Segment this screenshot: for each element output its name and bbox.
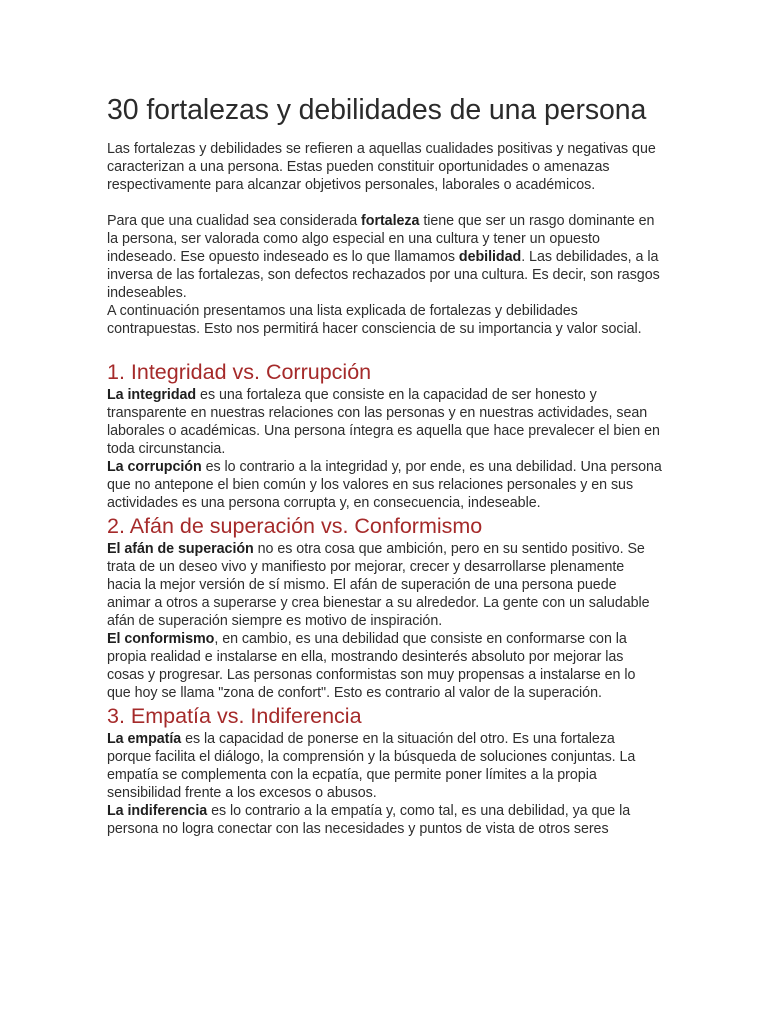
section-2-weakness: [107, 630, 662, 702]
section-2-strength-term: El afán de superación: [107, 541, 254, 557]
section-2-weakness-term: El conformismo: [107, 631, 215, 647]
section-1-weakness-term: La corrupción: [107, 459, 202, 475]
page-title: 30 fortalezas y debilidades de una persona: [107, 94, 647, 126]
section-3-weakness-term: La indiferencia: [107, 803, 208, 819]
section-3-strength-term: La empatía: [107, 731, 182, 747]
section-heading-3: 3. Empatía vs. Indiferencia: [107, 704, 362, 728]
section-heading-1: 1. Integridad vs. Corrupción: [107, 360, 372, 384]
intro-paragraph-1: Las fortalezas y debilidades se refieren a aquellas cualidades positivas y negativas que caracterizan a una persona. Estas pueden constituir oportunidades o amenazas respectivamente para alcanzar objetivos personales, laborales o académicos.: [107, 141, 656, 193]
section-1-weakness: [107, 458, 662, 512]
section-1-strength-text: es una fortaleza que consiste en la capacidad de ser honesto y transparente en nuestras relaciones con las personas y en nuestras actividades, sean laborales o académicas. Una persona íntegra es aquella que hace prevalecer el bien en toda circunstancia.: [107, 387, 660, 457]
section-3-weakness-text: es lo contrario a la empatía y, como tal, es una debilidad, ya que la persona no logra conectar con las necesidades y puntos de vista de otros seres: [107, 803, 631, 837]
section-2-strength: [107, 540, 662, 630]
intro-paragraph-2: [107, 212, 662, 302]
section-1-weakness-text: es lo contrario a la integridad y, por ende, es una debilidad. Una persona que no antepone el bien común y los valores en sus relaciones personales y en sus actividades es una persona corrupta y, en consecuencia, indeseable.: [107, 459, 662, 511]
section-3-weakness: [107, 802, 662, 838]
section-3-strength-text: es la capacidad de ponerse en la situación del otro. Es una fortaleza porque facilita el diálogo, la comprensión y la búsqueda de soluciones conjuntas. La empatía se complementa con la ecpatía, que permite poner límites a la propia sensibilidad frente a los excesos o abusos.: [107, 731, 636, 801]
intro-p2-text-e: . Las debilidades, a la inversa de las fortalezas, son defectos rechazados por una cultura. Es decir, son rasgos indeseables.: [107, 249, 660, 301]
intro-paragraph-3: A continuación presentamos una lista explicada de fortalezas y debilidades contrapuestas. Esto nos permitirá hacer consciencia de su importancia y valor social.: [107, 303, 642, 337]
intro-p2-term-fortaleza: fortaleza: [361, 213, 420, 229]
section-2-strength-text: no es otra cosa que ambición, pero en su sentido positivo. Se trata de un deseo vivo y manifiesto por mejorar, crecer y desarrollarse plenamente hacia la mejor versión de sí mismo. El afán de superación de una persona puede animar a otros a superarse y crea bienestar a su alrededor. La gente con un saludable afán de superación siempre es motivo de inspiración.: [107, 541, 650, 629]
intro-p2-term-debilidad: debilidad: [458, 249, 522, 265]
section-1-strength-term: La integridad: [107, 387, 197, 403]
section-3-strength: [107, 730, 662, 802]
section-1-strength: [107, 386, 662, 458]
document-page: [107, 92, 662, 838]
section-heading-2: 2. Afán de superación vs. Conformismo: [107, 514, 483, 538]
intro-p2-text-a: Para que una cualidad sea considerada: [107, 213, 362, 229]
intro-p2-text-c: tiene que ser un rasgo dominante en la persona, ser valorada como algo especial en una cultura y tener un opuesto indeseado. Ese opuesto indeseado es lo que llamamos: [107, 213, 655, 265]
section-2-weakness-text: , en cambio, es una debilidad que consiste en conformarse con la propia realidad e instalarse en ella, mostrando desinterés absoluto por mejorar las cosas y progresar. Las personas conformistas son muy propensas a instalarse en lo que hoy se llama "zona de confort". Esto es contrario al valor de la superación.: [107, 631, 636, 701]
